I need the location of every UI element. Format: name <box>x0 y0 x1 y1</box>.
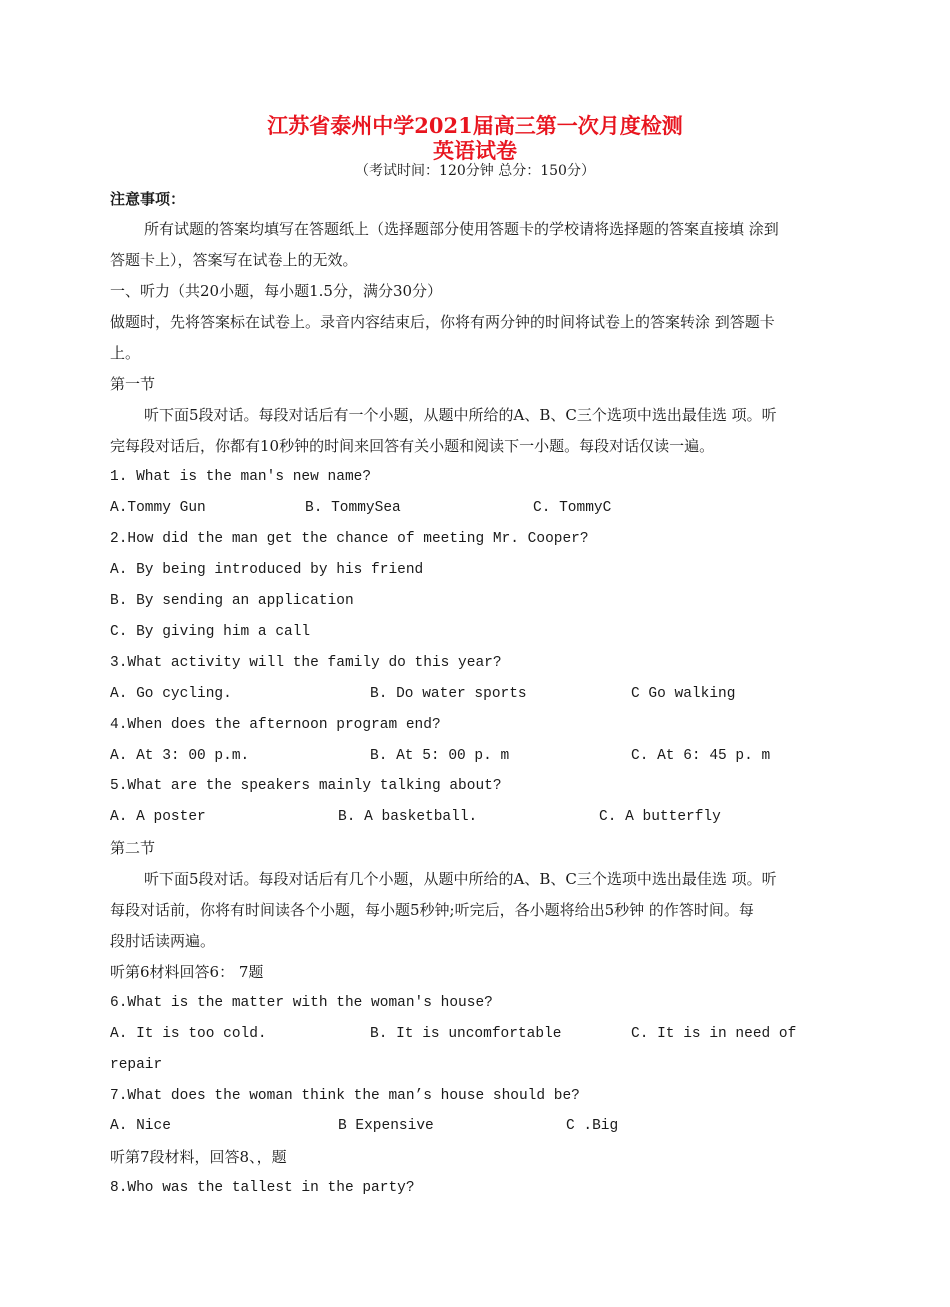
section1-intro-line2: 完每段对话后，你都有10秒钟的时间来回答有关小题和阅读下一小题。每段对话仅读一遍。 <box>110 437 715 455</box>
section2-intro-line2: 每段对话前，你将有时间读各个小题，每小题5秒钟;听完后，各小题将给出5秒钟 的作答时间。每 <box>110 901 754 919</box>
notice-text-line1: 所有试题的答案均填写在答题纸上（选择题部分使用答题卡的学校请将选择题的答案直接填 涂到 <box>144 220 779 238</box>
question-4: 4.When does the afternoon program end? <box>110 717 441 733</box>
exam-info: （考试时间：120分钟 总分：150分） <box>355 163 595 179</box>
q4-option-b: B. At 5: 00 p. m <box>370 748 510 764</box>
section2-intro-line3: 段肘话读两遍。 <box>110 932 216 950</box>
q2-option-a: A. By being introduced by his friend <box>110 562 424 578</box>
q2-option-c: C. By giving him a call <box>110 624 311 640</box>
question-5: 5.What are the speakers mainly talking about? <box>110 778 502 794</box>
part1-heading: 一、听力（共20小题，每小题1.5分，满分30分） <box>110 282 443 300</box>
question-6: 6.What is the matter with the woman's house? <box>110 995 493 1011</box>
question-1: 1. What is the man's new name? <box>110 469 372 485</box>
q5-option-b: B. A basketball. <box>338 809 478 825</box>
q4-option-c: C. At 6: 45 p. m <box>631 748 771 764</box>
notice-text-line2: 答题卡上），答案写在试卷上的无效。 <box>110 251 358 269</box>
q3-option-b: B. Do water sports <box>370 686 527 702</box>
q1-option-a: A.Tommy Gun <box>110 500 206 516</box>
q5-option-a: A. A poster <box>110 809 206 825</box>
section1-heading: 第一节 <box>110 375 156 393</box>
question-2: 2.How did the man get the chance of meeting Mr. Cooper? <box>110 531 589 547</box>
q5-option-c: C. A butterfly <box>599 809 721 825</box>
material-7-instruction: 听第7段材料，回答8、，题 <box>110 1148 287 1166</box>
q7-option-c: C .Big <box>566 1118 619 1134</box>
q1-option-c: C. TommyC <box>533 500 612 516</box>
part1-intro-line2: 上。 <box>110 344 141 362</box>
q6-option-b: B. It is uncomfortable <box>370 1026 562 1042</box>
q3-option-c: C Go walking <box>631 686 736 702</box>
q7-option-b: B Expensive <box>338 1118 434 1134</box>
q1-option-b: B. TommySea <box>305 500 401 516</box>
part1-intro-line1: 做题时，先将答案标在试卷上。录音内容结束后，你将有两分钟的时间将试卷上的答案转涂 到答题卡 <box>110 313 775 331</box>
exam-title: 江苏省泰州中学2021届高三第一次月度检测 <box>267 113 683 138</box>
section2-intro-line1: 听下面5段对话。每段对话后有几个小题，从题中所给的A、B、C三个选项中选出最佳选 项。听 <box>144 870 777 888</box>
section2-heading: 第二节 <box>110 839 156 857</box>
question-8: 8.Who was the tallest in the party? <box>110 1180 415 1196</box>
q4-option-a: A. At 3: 00 p.m. <box>110 748 250 764</box>
q6-option-c: C. It is in need of <box>631 1026 797 1042</box>
question-7: 7.What does the woman think the man’s house should be? <box>110 1088 580 1104</box>
q3-option-a: A. Go cycling. <box>110 686 232 702</box>
q6-option-a: A. It is too cold. <box>110 1026 267 1042</box>
question-3: 3.What activity will the family do this year? <box>110 655 502 671</box>
q6-option-c-continued: repair <box>110 1057 163 1073</box>
section1-intro-line1: 听下面5段对话。每段对话后有一个小题，从题中所给的A、B、C三个选项中选出最佳选 项。听 <box>144 406 777 424</box>
notice-heading: 注意事项： <box>110 190 186 208</box>
exam-subtitle: 英语试卷 <box>433 138 517 163</box>
material-6-instruction: 听第6材料回答6： 7题 <box>110 963 264 981</box>
q7-option-a: A. Nice <box>110 1118 171 1134</box>
q2-option-b: B. By sending an application <box>110 593 354 609</box>
